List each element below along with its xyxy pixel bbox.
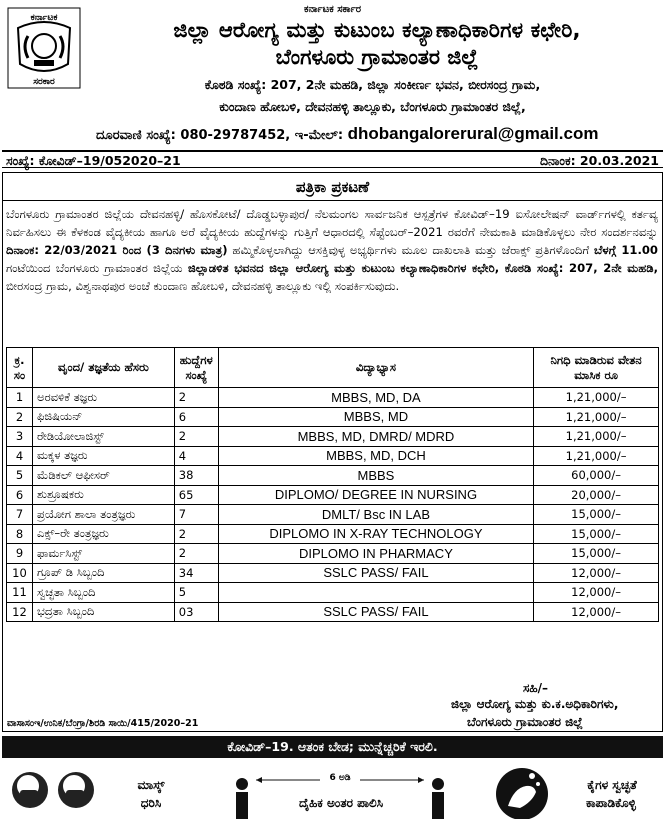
- hand-wash-label-line-1: ಕೈಗಳ ಸ್ವಚ್ಛತೆ: [587, 778, 637, 792]
- hand-wash-icon: [492, 762, 552, 819]
- cell-count: 2: [174, 388, 218, 408]
- cell-serial: 1: [7, 388, 33, 408]
- cell-salary: 15,000/–: [534, 505, 659, 525]
- cell-post: ಪ್ರಯೋಗ ಶಾಲಾ ತಂತ್ರಜ್ಞರು: [32, 505, 174, 525]
- cell-count: 34: [174, 563, 218, 583]
- letterhead: [0, 0, 665, 152]
- government-label: ಕರ್ನಾಟಕ ಸರ್ಕಾರ: [303, 4, 362, 15]
- table-header-row: [7, 348, 659, 388]
- cell-post: ಫಿಜಿಷಿಯನ್: [32, 407, 174, 427]
- cell-salary: 1,21,000/–: [534, 446, 659, 466]
- cell-salary: 12,000/–: [534, 602, 659, 622]
- table-row: [7, 524, 659, 544]
- notice-text-1: ಬೆಂಗಳೂರು ಗ್ರಾಮಾಂತರ ಜಿಲ್ಲೆಯ ದೇವನಹಳ್ಳಿ/ ಹೊಸಕೋಟೆ/ ದೊಡ್ಡಬಳ್ಳಾಪುರ/ ನೆಲಮಂಗಲ ಸಾರ್ವಜನಿಕ ಆಸ್ಪತ್ರೆಗಳ ಕೋವಿಡ್–19 ಐಸೋಲೇಷನ್ ವಾರ್ಡ್‌ಗಳಲ್ಲಿ ಕರ್ತವ್ಯ ನಿರ್ವಹಿಸಲು ಈ ಕೆಳಕಂಡ ವೈದ್ಯಕೀಯ ಹಾಗೂ ಅರೆ ವೈದ್ಯಕೀಯ ಹುದ್ದೆಗಳನ್ನು ಗುತ್ತಿಗೆ ಆಧಾರದಲ್ಲಿ ಸೆಪ್ಟೆಂಬರ್–2021 ರವರೆಗೆ ನೇಮಕಾತಿ ಮಾಡಿಕೊಳ್ಳಲು ನೇರ ಸಂದರ್ಶನವನ್ನು: [6, 207, 658, 239]
- table-row: [7, 388, 659, 408]
- table-row: [7, 485, 659, 505]
- emblem-text-bottom: ಸರಕಾರ: [33, 77, 55, 87]
- cell-education: [218, 583, 533, 603]
- interview-date: ದಿನಾಂಕ: 22/03/2021 ರಿಂದ (3 ದಿನಗಳು ಮಾತ್ರ): [6, 243, 228, 257]
- reference-date: ದಿನಾಂಕ: 20.03.2021: [539, 153, 659, 168]
- cell-salary: 15,000/–: [534, 524, 659, 544]
- cell-education: SSLC PASS/ FAIL: [218, 602, 533, 622]
- header-serial: ಕ್ರ. ಸಂ: [7, 348, 33, 388]
- signature-sd: ಸಹಿ/–: [523, 681, 548, 695]
- header-salary: ನಿಗಧಿ ಮಾಡಿರುವ ವೇತನ ಮಾಸಿಕ ರೂ: [534, 348, 659, 388]
- table-row: [7, 466, 659, 486]
- notice-text-2: ಹಮ್ಮಿಕೊಳ್ಳಲಾಗಿದ್ದು ಆಸಕ್ತಿವುಳ್ಳ ಅಭ್ಯರ್ಥಿಗಳು ಮೂಲ ದಾಖಲಾತಿ ಮತ್ತು ಜೆರಾಕ್ಸ್ ಪ್ರತಿಗಳೊಂದಿಗೆ: [227, 243, 595, 257]
- interview-venue: ಜಿಲ್ಲಾಡಳಿತ ಭವನದ ಜಿಲ್ಲಾ ಆರೋಗ್ಯ ಮತ್ತು ಕುಟುಂಬ ಕಲ್ಯಾಣಾಧಿಕಾರಿಗಳ ಕಛೇರಿ, ಕೊಠಡಿ ಸಂಖ್ಯೆ: 207, 2ನೇ ಮಹಡಿ,: [188, 261, 659, 275]
- cell-serial: 4: [7, 446, 33, 466]
- interview-time: ಬೆಳಗ್ಗೆ 11.00: [594, 243, 658, 257]
- table-row: [7, 563, 659, 583]
- notice-paragraph: [6, 205, 658, 295]
- vacancy-table: [6, 347, 659, 622]
- contact-line: [0, 124, 665, 144]
- cell-education: MBBS, MD, DMRD/ MDRD: [218, 427, 533, 447]
- distance-mark: 6 ಅಡಿ: [320, 773, 360, 783]
- address-line-2: ಕುಂದಾಣ ಹೋಬಳಿ, ದೇವನಹಳ್ಳಿ ತಾಲ್ಲೂಕು, ಬೆಂಗಳೂರು ಗ್ರಾಮಾಂತರ ಜಿಲ್ಲೆ,: [219, 99, 526, 114]
- office-title-line-2: ಬೆಂಗಳೂರು ಗ್ರಾಮಾಂತರ ಜಿಲ್ಲೆ: [275, 45, 479, 69]
- cell-count: 65: [174, 485, 218, 505]
- notice-text-4: ಬೀರಸಂದ್ರ ಗ್ರಾಮ, ವಿಶ್ವನಾಥಪುರ ಅಂಚೆ ಕುಂದಾಣ ಹೋಬಳಿ, ದೇವನಹಳ್ಳಿ ತಾಲ್ಲೂಕು ಇಲ್ಲಿ ಸಂಪರ್ಕಿಸುವುದು.: [6, 279, 400, 293]
- emblem-text-top: ಕರ್ನಾಟಕ: [30, 13, 58, 23]
- cell-salary: 20,000/–: [534, 485, 659, 505]
- distance-label: ದೈಹಿಕ ಅಂತರ ಪಾಲಿಸಿ: [298, 796, 384, 810]
- cell-serial: 8: [7, 524, 33, 544]
- table-row: [7, 446, 659, 466]
- cell-serial: 6: [7, 485, 33, 505]
- cell-salary: 12,000/–: [534, 583, 659, 603]
- press-release-title: ಪತ್ರಿಕಾ ಪ್ರಕಟಣೆ: [3, 175, 662, 201]
- phone-label: ದೂರವಾಣಿ ಸಂಖ್ಯೆ: 080-29787452, ಇ-ಮೇಲ್:: [96, 128, 344, 143]
- cell-serial: 2: [7, 407, 33, 427]
- cell-post: ಅರವಳಿಕೆ ತಜ್ಞರು: [32, 388, 174, 408]
- cell-post: ಶುಶ್ರೂಷಕರು: [32, 485, 174, 505]
- cell-serial: 10: [7, 563, 33, 583]
- cell-post: ಸ್ವಚ್ಛತಾ ಸಿಬ್ಬಂದಿ: [32, 583, 174, 603]
- cell-count: 2: [174, 524, 218, 544]
- table-row: [7, 583, 659, 603]
- cell-serial: 3: [7, 427, 33, 447]
- cell-post: ಫಾರ್ಮಸಿಸ್ಟ್: [32, 544, 174, 564]
- hand-wash-label-line-2: ಕಾಪಾಡಿಕೊಳ್ಳಿ: [586, 796, 636, 810]
- cell-count: 2: [174, 427, 218, 447]
- cell-count: 03: [174, 602, 218, 622]
- cell-education: DIPLOMO IN PHARMACY: [218, 544, 533, 564]
- cell-serial: 9: [7, 544, 33, 564]
- cell-count: 4: [174, 446, 218, 466]
- cell-post: ರೇಡಿಯೋಲಾಜಿಸ್ಟ್: [32, 427, 174, 447]
- cell-count: 6: [174, 407, 218, 427]
- table-row: [7, 505, 659, 525]
- cell-post: ಭದ್ರತಾ ಸಿಬ್ಬಂದಿ: [32, 602, 174, 622]
- reference-row: [2, 150, 663, 168]
- cell-education: MBBS, MD, DA: [218, 388, 533, 408]
- covid-footer: [2, 736, 663, 819]
- face-mask-icon: [8, 764, 104, 819]
- cell-education: MBBS, MD: [218, 407, 533, 427]
- cell-post: ಮೆಡಿಕಲ್ ಆಫೀಸರ್: [32, 466, 174, 486]
- reference-number: ಸಂಖ್ಯೆ: ಕೋವಿಡ್–19/052020–21: [6, 153, 181, 168]
- cell-serial: 11: [7, 583, 33, 603]
- signature-designation: ಜಿಲ್ಲಾ ಆರೋಗ್ಯ ಮತ್ತು ಕು.ಕ.ಅಧಿಕಾರಿಗಳು,: [451, 697, 619, 711]
- table-row: [7, 427, 659, 447]
- signature-district: ಬೆಂಗಳೂರು ಗ್ರಾಮಾಂತರ ಜಿಲ್ಲೆ: [467, 715, 583, 729]
- table-row: [7, 544, 659, 564]
- header-post: ವೃಂದ/ ತಜ್ಞತೆಯ ಹೆಸರು: [32, 348, 174, 388]
- cell-salary: 15,000/–: [534, 544, 659, 564]
- cell-post: ಎಕ್ಸ್–ರೇ ತಂತ್ರಜ್ಞರು: [32, 524, 174, 544]
- table-row: [7, 602, 659, 622]
- cell-serial: 5: [7, 466, 33, 486]
- cell-education: SSLC PASS/ FAIL: [218, 563, 533, 583]
- press-release-box: [2, 172, 663, 732]
- office-title-line-1: ಜಿಲ್ಲಾ ಆರೋಗ್ಯ ಮತ್ತು ಕುಟುಂಬ ಕಲ್ಯಾಣಾಧಿಕಾರಿಗಳ ಕಛೇರಿ,: [173, 18, 581, 42]
- cell-count: 7: [174, 505, 218, 525]
- cell-serial: 12: [7, 602, 33, 622]
- cell-salary: 12,000/–: [534, 563, 659, 583]
- header-education: ವಿದ್ಯಾಭ್ಯಾಸ: [218, 348, 533, 388]
- email-link[interactable]: dhobangalorerural@gmail.com: [347, 124, 599, 143]
- cell-salary: 1,21,000/–: [534, 427, 659, 447]
- covid-message-strip: ಕೋವಿಡ್–19. ಆತಂಕ ಬೇಡ; ಮುನ್ನೆಚ್ಚರಿಕೆ ಇರಲಿ.: [2, 736, 663, 758]
- header-count: ಹುದ್ದೆಗಳ ಸಂಖ್ಯೆ: [174, 348, 218, 388]
- cell-count: 38: [174, 466, 218, 486]
- cell-post: ಮಕ್ಕಳ ತಜ್ಞರು: [32, 446, 174, 466]
- cell-post: ಗ್ರೂಪ್ ಡಿ ಸಿಬ್ಬಂದಿ: [32, 563, 174, 583]
- cell-count: 2: [174, 544, 218, 564]
- cell-salary: 1,21,000/–: [534, 407, 659, 427]
- cell-education: MBBS, MD, DCH: [218, 446, 533, 466]
- cell-education: DMLT/ Bsc IN LAB: [218, 505, 533, 525]
- cell-education: DIPLOMO/ DEGREE IN NURSING: [218, 485, 533, 505]
- cell-education: DIPLOMO IN X-RAY TECHNOLOGY: [218, 524, 533, 544]
- mask-label-line-2: ಧರಿಸಿ: [140, 796, 162, 810]
- cell-salary: 1,21,000/–: [534, 388, 659, 408]
- address-line-1: ಕೊಠಡಿ ಸಂಖ್ಯೆ: 207, 2ನೇ ಮಹಡಿ, ಜಿಲ್ಲಾ ಸಂಕೀರ್ಣ ಭವನ, ಬೀರಸಂದ್ರ ಗ್ರಾಮ,: [204, 77, 541, 92]
- cell-salary: 60,000/–: [534, 466, 659, 486]
- publication-reference: ವಾಸಾಸಂಇ/ಉನಿಕ/ಬೆಂಗ್ರಾ/ಶಿರಡಿ ಸಾಯಿ/415/2020–21: [7, 718, 199, 729]
- cell-serial: 7: [7, 505, 33, 525]
- table-row: [7, 407, 659, 427]
- notice-text-3: ಗಂಟೆಯಿಂದ ಬೆಂಗಳೂರು ಗ್ರಾಮಾಂತರ ಜಿಲ್ಲೆಯ: [6, 261, 188, 275]
- cell-count: 5: [174, 583, 218, 603]
- mask-label-line-1: ಮಾಸ್ಕ್: [137, 778, 165, 792]
- cell-education: MBBS: [218, 466, 533, 486]
